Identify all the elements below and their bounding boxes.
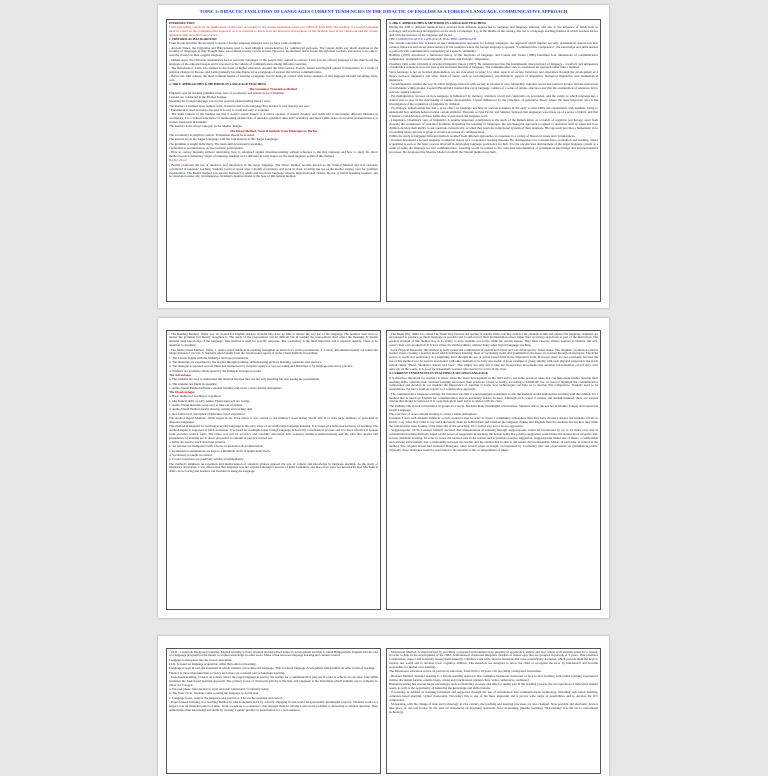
page-1-right-column xyxy=(386,19,601,302)
paragraph: - Total Physical Response, this method is built around the combination of speech and action and was developed by James Asher. The linguistic production reduces learner stress, creating a positive mood which facilitates learning, most of vocabulary items and grammatical structures are learned through an instructor. The main goal is to teach oral proficiency at a beginning level through the use of action-based drills in the imperative form. However, there are two problems, because the use of this method is to be used in association with other methods to be fully successful. A great example of group singing with total physical response is the grade school classic "Head, Shoulders, Knees, and Toes". This simply not only fun to sing but incorporates movements that students can remember even if they can't quite get all the words. It is good for kinaesthetic learners who need to be active in the class. xyxy=(389,347,598,372)
paragraph: Example: I start with students sitting in a circle around a tape recorder to create a community atmosphere then they have chosen a subject the students tell me in Dutch: I say what they'd like to say and I discretely clean up behind them and translate the language chunks into English, then the students discuss how they think the conversation went looking at the transcript of the recording. It's a tactful way not to be too aggressive. xyxy=(389,416,598,429)
paragraph: The learners don't always take part in the Mother Tongue. xyxy=(169,124,243,129)
paragraph: 4. Students are gradually emancipated by the filmstrip and tape recorder. xyxy=(169,368,262,373)
paragraph: Language is seen in real-life situations in which students can acquire the language. This is natural language development which builds on other forms of learning. xyxy=(169,666,376,671)
paragraph: The current education law is based on the communicative approach for foreign languages. An approach which implies not only grammatical aspects but also cultural, historical and social characteristics of the countries where the foreign language is spoken. "Communicative competence", the knowledge and skills needed to perform with communicative competency in a speech community. xyxy=(389,41,598,54)
paragraph: - Psychology, behaviourism has had a great effect on language teaching as various scientists in the early to mid-1900s did experiments with animals, trying to understand how animals behaved under certain stimulus. Theorists as Ivan Pavlov and Skinner, believed that languages were made up of a series of habits, and that if learners could develop all these habits they would speak the language well. xyxy=(389,106,598,118)
paragraph: THE COMMUNICATIVE LANGUAGE TEACHING APPROACH xyxy=(389,36,477,41)
paragraph: - Linguistics, Chomsky's view of linguistics is another important contribution to the study of the human mind, as a branch of cognitive psychology, apart from showing the weaknesses of structural grammar. Regarding the teaching of languages, the psychological approach is related to questions such as when and how children develop their ability to ask questions syntactically, or when they learn the inflectional systems of their language. His approach provides a humanistic view of teaching where priority is given to creative processes of communication. xyxy=(389,118,598,134)
paragraph: - The main failures of the method are that it doesn't sound natural to a native speaker, it doesn't develop oral skills and it encourages different mistakes in vocabulary, it is a tedious experience of memorizing endless lists of unusable grammar rules and vocabulary and there's little stress on accurate pronunciation as it creates frustration in students. xyxy=(169,112,378,125)
paragraph: e. Correct responses are positively reinforced immediately. xyxy=(169,457,245,462)
paragraph: 1. The Lesson begins with the filmstrips and tape presentation. xyxy=(169,355,249,360)
paragraph: The Montessori education covers all periods in education, from birth to 18 years old, providing a integrated curriculum. xyxy=(389,669,542,674)
paragraph: The learners translated great authors texts, classical ones so the language they learned is very literary, not real. xyxy=(169,103,310,108)
paragraph: c. Audio-Visual Method influence student learning and create a more lasting atmosphere. xyxy=(169,385,283,390)
paragraph: - Ancient Times, the Egyptians and Babylonians used to need bilingual representatives for commercial purposes. The Greeks didn't pay much attention to the learning of languages as they thought there was nothing worthy to read abroad. However, the Romans learnt Greek through their teachers and slaves to be able to read the classics in their original language. xyxy=(169,45,378,58)
section-heading: 2. 19th C APPROACHES & METHODS IN LANGUAGE TEACHING xyxy=(169,82,267,87)
paragraph: - The Reading Method. 1920s was 1st created for English learners in India who have no time to master the oral use of the language. The learners don't have to master the grammar but merely recognize it. The study of the prepositions can be difficult but in reading the prepositions don't affect the meaning. It doesn't demand deep knowledge of the language. This method is used for specific purposes. The vocabulary is the most important and it expands quickly. There is no attention to speaking. xyxy=(169,331,378,348)
paragraph: - Before the 19th century, the most common means of learning a language was by being in contact with native speakers of that language through travelling, trade, war... xyxy=(169,74,378,82)
paragraph: a. Drills are used to teach structural patterns. xyxy=(169,440,226,445)
paragraph: - Montessori Method, is characterized by providing a prepared environment: tidy, pleasing in appearance, simple and real, where each element exists for a reason, in order to help in the development of the child. A Montessori classroom integrates children of mixed ages that are grouped in periods of 3 years. This promotes socialization, respect and solidarity among them naturally. Children work with concrete materials that were scientifically designed, which provide them the keys to explore our world and to develop basic cognitive abilities. The materials are designed to allow the child to recognize the error by him/herself and become responsible for his/her own learning. xyxy=(389,649,598,670)
paragraph: d. Vocabulary is taught in context. xyxy=(169,452,213,457)
paragraph: b. The Task Cycle. Students come to using the language to do the task. xyxy=(169,691,259,696)
paragraph: During the 20th C different methods have evolved from different approaches to language and language learning, and also to the influence of fields such as sociology and psychology & linguistics on the study of language. E.g. in the middle of the century, this led to a language teaching method in which teachers had to deal with the structure of the language and its use. xyxy=(389,24,598,37)
paragraph: Blended learning has several major advantages, such as flexibility in space and time for taking part in the learning process, the incorporation of individual student needs, as well as the opportunity of balancing the knowledge and skills transfer. xyxy=(389,681,598,690)
paragraph: From the ancient time the necessity to speak a foreign language emerged, here we have some examples: xyxy=(169,41,302,46)
paragraph: Language is integrated into the broad curriculum. xyxy=(169,657,233,662)
paragraph: a. The students are easy to understand the material because they are not only listening but also seeing the presentation. xyxy=(169,377,320,382)
topic-title: TOPIC 3: DIDACTIC EVOLUTION OF LANGUAGES CURRENT TENDENCIES IN THE DIDACTIC OF ENGLISH AS A FOREIGN LANGUAGE. COMMUNICATIVE APPROACH xyxy=(199,9,568,14)
paragraph: b. Set phrases are memorized with a focus on intonation & pronunciation. xyxy=(169,444,264,449)
paragraph: Chomsky built some criticism of structural linguistic theory (1957). He demonstrated that the fundamental characteristics of language - creativity and uniqueness of individual sentences were not part of the structural theories of language. The communicative view is considered an approach rather than a method. xyxy=(389,61,598,70)
document-page-3 xyxy=(158,636,609,776)
paragraph: e. Neo-behavioral conceptual of mistakes out of experience. xyxy=(169,411,246,416)
paragraph: The overview of cross-cultural learning is create a stable atmosphere. xyxy=(389,411,478,416)
paragraph: - M-learning, with the change of time and technology in 21st century, the teaching and learning processes are also changed. Now portable and electronic devices take place of old text books. In the past we introduced an elearning approach. Now m-learning (mobile learning) "M-Learning" has the set to educational technology. xyxy=(389,702,598,715)
paragraph: Speaking the foreign language was not the goal but understanding literary texts. xyxy=(169,99,271,104)
paragraph: Since language is not an isolated phenomenon, we are concerned to relate it to other aspects of society, behaviour and experience through the development of a theory between linguistics and other fields of study, such as sociolinguistics, psychological aspects of linguistics, biological linguistics, and mathematical linguistics. xyxy=(389,69,598,82)
page-2-right-column xyxy=(386,330,601,610)
paragraph: The Grammar Translation Method. xyxy=(249,86,298,91)
page-3-left-column xyxy=(166,648,381,774)
paragraph: - How to convey meaning without translating, how to safeguard against misunderstanding without reference to the first language and how to apply the direct method beyond elementary stages of language learning as it's different in early stages are the main negative points of this method. xyxy=(169,150,378,159)
document-page-2 xyxy=(158,318,609,618)
paragraph: • Translation is used nowadays because it is easy to teach and easy to evaluate. xyxy=(169,108,270,112)
paragraph: Within the study of language different methods resulted from different approaches as responses to a variety of historical issues and circumstances. xyxy=(389,134,576,139)
paragraph: - CLIL, Content & Integrated Learning. English learning is more oriented around school subject's development and this is called Bilingualism. English isn't the end of a language program but the means to acquire knowledge in other areas. Make a link between language learning and content around. xyxy=(169,649,378,658)
paragraph: The Advantages xyxy=(169,372,191,377)
paragraph: c. Language focus, analyse the language and practice it. The teacher explains and correct. xyxy=(169,695,284,700)
paragraph: - The Renaissance, Latin was studied as the basis of higher education. Around the 16th century, French, Italian and English gained in importance as a result of political changes in Europe, and Latin gradually became displaced as a language of spoken and written communication. xyxy=(169,65,378,74)
paragraph: - Psycholinguistics, focuses on how language is influenced by memory, attention, recall and constraints on perception, and the extent to which language has a central role to play in the functioning of human development. Crystal influenced by the principles of generative theory where the most important area is the investigation of the acquisition of language by children. xyxy=(389,93,598,106)
paragraph: - The communicative language learning, the intention was that it would integrate translation so that the students would demonstrate learning with this talking. It's a method that is based on English for communication and an extremely learner-focused. Although each course is unique and student-initiated, there are various criteria that should be followed. It is a psychological form and it is related with the class. xyxy=(389,391,598,404)
paragraph: - E-learning, is defined as learning facilitated and supported through the use of information and communications technology, including web-based learning, computer-based learning, virtual classrooms. Nowadays this is one of the most important and it proves wide range of possibilities and to develop the ICT competence. xyxy=(389,690,598,702)
paragraph: The method's emphasis on repetition and memorization of standard phrases ignored the role of context and knowledge in language learning. As the study of linguistics developed, it was discovered that language was not acquired through a process of habit formation, and that errors were not necessarily bad. Mechanical drills can be boring and learners can frustrate in using the language. xyxy=(169,461,378,474)
paragraph: The students talk in less conversation in groups in a circle. Students make meaningful conversation. Students talk to the teacher in Mother Tongue and respond in Target Language. xyxy=(389,403,598,412)
paragraph: 3. The dialogue is repeated several times and memorized by frequent replays of tape recording and filmstrips or by language laboratory practice. xyxy=(169,364,354,369)
paragraph: - Suggestopedia, 1970s Lozanov himself declared that memorization in learning through suggestopedia would be accelerated by up to 25 times over that in conventional learning methods, based on the power of suggestion in learning, the notion being that positive suggestion would make the learner more receptive and, in turn, stimulate learning. In order to create the relaxed state in the learner and to promote positive suggestion, suggestopedia makes use of music, a comfortable and relaxing environment, and a relationship between the teacher and the student that is akin to the parent-child relationship. Music, in particular, is central to the method. The original lesson had extended dialogues, often several pages in length, accompanied by vocabulary lists and observations on grammatical points. Typically, these dialogues would be read aloud to the students to the accompaniment of music. xyxy=(389,428,598,452)
paragraph: - Krashen developed a second language acquisition theory in a cooperative learning theories. He distinguishes two concepts here, acquisition and learning, where acquisition is seen as the basic process involved in developing language proficiency for him. It is the unconscious development of the target language system as a result of using the language for real communication. Learning would be related to the conscious representation of grammatical knowledge and unconsciousness processes. He developed the Monitor Model on which the Natural method was built. xyxy=(389,138,598,155)
section-heading: INTRODUCTION xyxy=(169,20,195,25)
paragraph: - The Audio-visual Method. 1950s, 1. Audio-visual methods in teaching strengthen an instructor's verbal presentation. 2. Convey information mainly via sound and image instead of via text. 3. Students often benefit from the visual/sound appeal of audio-visual methods in teaching. xyxy=(169,347,378,356)
paragraph: CLIL is based on language acquisition rather than enforced learning. xyxy=(169,662,257,666)
paragraph: This method is intended for teaching everyday language at the early stage of second/foreign language learning. It is based on a behaviourist theory of learning. The Audio-Lingual is supposed to habit formation. It is based on assumption that foreign language is basically a mechanical process and it is more effective if spoken form precedes written form. The stress was put on accuracy and carefully structured drill sequence (mimicry-memorization) and the idea that quality and permanence of learning are in direct proportion to amount of practice carried out. xyxy=(169,424,378,440)
paragraph: b. The students are fluent in speaking. xyxy=(169,381,218,386)
paragraph: - Sociolinguistics, studies the way in which language interacts with society in relation to race, nationality, regional, social and political groups, and the interaction of individuals within groups. Leonard Bloomfield claimed that every language consists of a series of unique structures and that the examination of sentences led to concrete regular patterns. xyxy=(389,81,598,94)
page-3-right-column xyxy=(386,648,601,774)
paragraph: The vocabulary is taught in context. Translation should be avoided. xyxy=(169,133,255,137)
page-2-left-column xyxy=(166,330,381,610)
paragraph: - Project-based learning, is a teaching method in which students learn by actively engaging in real-world and personally meaningful projects. Students work on a project over an extended period of time - from a week up to a semester - that engages them in solving a real-world problem or answering a complex question. They demonstrate their knowledge and skills by creating a public product or presentation for a real audience. xyxy=(169,699,378,712)
paragraph: c. Audio-Visual materials were easy to take out of misuse. xyxy=(169,402,244,407)
paragraph: The Audio-Lingual Method, 1950s began in the USA where it was central to the military's need during World War II to train large numbers of personnel in disparate languages. xyxy=(169,415,378,424)
section-heading: 3. 20th C APPROACHES & METHODS IN LANGUAGE TEACHING xyxy=(389,20,487,25)
paragraph: • Attention to pronunciation. Active learners' participation. xyxy=(169,145,244,150)
section-heading: 4. CURRENT TENDENCIES IN TEACHING A SECOND LANGUAGE xyxy=(389,371,488,376)
paragraph: The lessons are in the Target Language with the explanations in this Target Language. xyxy=(169,137,279,142)
paragraph: Fluency is more important than accuracy and errors are a natural part of language learning. xyxy=(169,670,285,675)
paragraph: 2. The materials are explained by the teacher through pointing, demonstrating pictures listening, questions and answers. xyxy=(169,360,322,365)
paragraph: - Task-based learning, a task is an activity where the target language is used by the learner for a communicative purpose in order to achieve an outcome. Jane Willis promotes the Task-based learning approach. The primary focus of classroom activity is the task, and language is the instrument which students use to complete it. There are 3 stages: xyxy=(169,674,378,687)
paragraph: Lessons are conducted in the Mother Tongue. xyxy=(169,95,228,100)
paragraph: - Middle Ages, the Christian missionaries had to learn the languages of the people they wanted to convert. Latin was the official language of the church and the language of the educated people and it was used as the vehicle of communication among different countries. xyxy=(169,57,378,66)
paragraph: Emphasis was on learning grammar rules, lists of vocabulary and sentences for translation. xyxy=(169,90,285,95)
paragraph: a. Basic method of teaching is repetition. xyxy=(169,394,222,399)
paragraph: - Blended Method, blended learning is a hybrid learning approach that combines traditional classroom of face-to-face learning with online learning experiences (online discussion forums, emails, blogs, wikis) and synchronous (instant chats, video conferences, webinars). xyxy=(389,673,598,682)
paragraph: b. Mechanical drills of early Audio-Visual approach are boring. xyxy=(169,398,250,403)
paragraph: d. Audio-Visual method doesn't develop writing and reading skill. xyxy=(169,407,253,412)
paragraph: - Berlitz promoted the use of intensive oral interaction in the target language. The Direct method became known as the Natural Method and was seriously considered in language teaching. Students learnt to speak after a month of intensive oral work in class, avoiding the use of the mother tongue, ever for grammar explanations. The Berlitz method was used in business for adults and in private language schools, high motivated classes, the use of native speaking teachers, and no translation under any circumstances. Krashen's monitor model is the base of this natural method. xyxy=(169,162,378,179)
paragraph: Halliday (1970) introduced a functional theory of the functions of language, and Canale and Swain (1980) identified four dimensions of communicative competence: grammatical, sociolinguistic, discourse and strategic competence. xyxy=(389,53,598,62)
document-page-1 xyxy=(158,5,609,308)
section-heading: 1. HISTORICAL BACKGROUND xyxy=(169,36,217,41)
paragraph: I will start telling you about the justification of this topic. According to our current legislation, based on LOMLOE from 2020, the teaching of a foreign language must be based on the communicative approach, so it is essential to know both the historical development of the methods used in the classroom and the current tendencies that lie behind our practice. xyxy=(169,24,378,37)
paragraph: The grammar is taught inductively. The main skill developed is speaking. xyxy=(169,141,263,146)
paragraph: Berlitz school xyxy=(169,158,187,163)
paragraph: The Direct Method. Natural methods from Montaigne to Berlitz xyxy=(230,128,317,133)
paragraph: It is therefore important for teachers to know about the latest development in the field and to get some practical ideas that can help them further develop their teaching skills, optimize their students' learning and renew their practices. Closer to reality, according to LOMLOE law we need to highlight the communicative competence and develop in our students the importance of learning to learn, new technologies can help us to develop this competence. Students need to be autonomous. We move from an eclectic to a collaborative approach. xyxy=(389,375,598,392)
paragraph: c. Grammatical explanations are kept to a minimum and it is taught inductively. xyxy=(169,448,271,453)
page-1-left-column xyxy=(166,19,381,302)
paragraph: The Disadvantages xyxy=(169,390,195,395)
paragraph: - The Silent Way 1960s it is called The Silent Way because the teacher is usually silent, leaving room for the students to talk and explore the language. Students are encouraged to produce as much language as possible and to self-correct their pronunciation errors rather than receiving corrections as part of the instruction. The greatest strength of this method lies in its ability to draw students out orally, while the teacher listens. They must exercise silence learners to monitor and self-correct their own production. It is here where the method shines, without many other logical language teaching. xyxy=(389,331,598,348)
paragraph: a. Pre-task phase, introduction to topic and task: brainstorm, vocabulary using. xyxy=(169,687,270,691)
